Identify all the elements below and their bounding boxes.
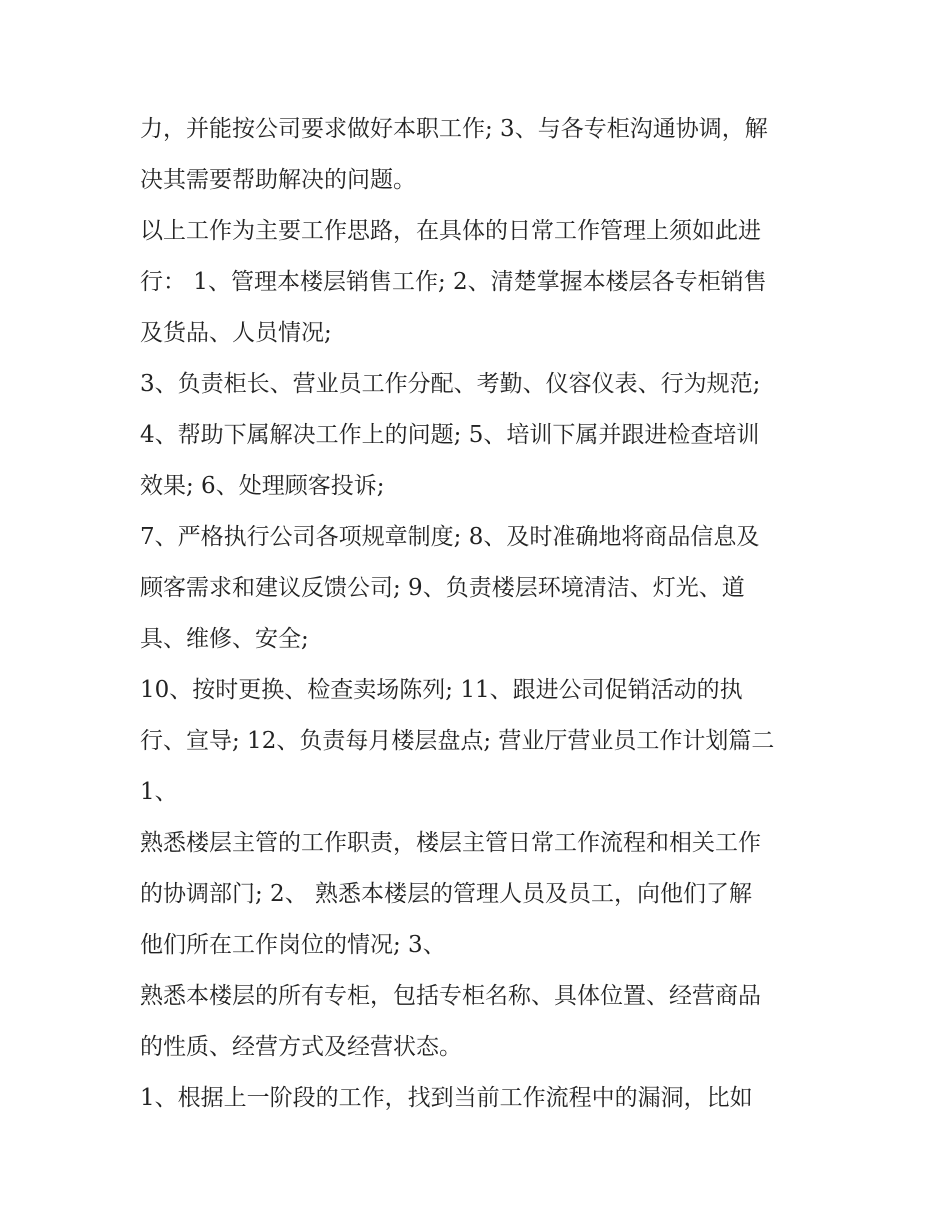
text-line: 他们所在工作岗位的情况; 3、: [140, 932, 446, 958]
text-line: 行、宣导; 12、负责每月楼层盘点; 营业厅营业员工作计划篇二: [140, 728, 775, 754]
text-line: 4、帮助下属解决工作上的问题; 5、培训下属并跟进检查培训: [140, 422, 760, 448]
text-line: 的性质、经营方式及经营状态。: [140, 1034, 462, 1060]
text-line: 熟悉本楼层的所有专柜，包括专柜名称、具体位置、经营商品: [140, 983, 761, 1009]
text-line: 1、根据上一阶段的工作，找到当前工作流程中的漏洞，比如: [140, 1085, 753, 1111]
text-line: 力，并能按公司要求做好本职工作; 3、与各专柜沟通协调，解: [140, 116, 768, 142]
text-line: 1、: [140, 779, 178, 805]
text-line: 的协调部门; 2、 熟悉本楼层的管理人员及员工，向他们了解: [140, 881, 753, 907]
text-line: 具、维修、安全;: [140, 626, 309, 652]
text-line: 顾客需求和建议反馈公司; 9、负责楼层环境清洁、灯光、道: [140, 575, 745, 601]
text-line: 熟悉楼层主管的工作职责，楼层主管日常工作流程和相关工作: [140, 830, 761, 856]
text-line: 及货品、人员情况;: [140, 320, 332, 346]
text-line: 以上工作为主要工作思路，在具体的日常工作管理上须如此进: [140, 218, 761, 244]
text-line: 7、严格执行公司各项规章制度; 8、及时准确地将商品信息及: [140, 524, 760, 550]
text-line: 效果; 6、处理顾客投诉;: [140, 473, 385, 499]
text-line: 3、负责柜长、营业员工作分配、考勤、仪容仪表、行为规范;: [140, 371, 761, 397]
text-line: 决其需要帮助解决的问题。: [140, 167, 416, 193]
text-line: 10、按时更换、检查卖场陈列; 11、跟进公司促销活动的执: [140, 677, 743, 703]
document-body: [140, 104, 830, 1124]
text-line: 行： 1、管理本楼层销售工作; 2、清楚掌握本楼层各专柜销售: [140, 269, 767, 295]
